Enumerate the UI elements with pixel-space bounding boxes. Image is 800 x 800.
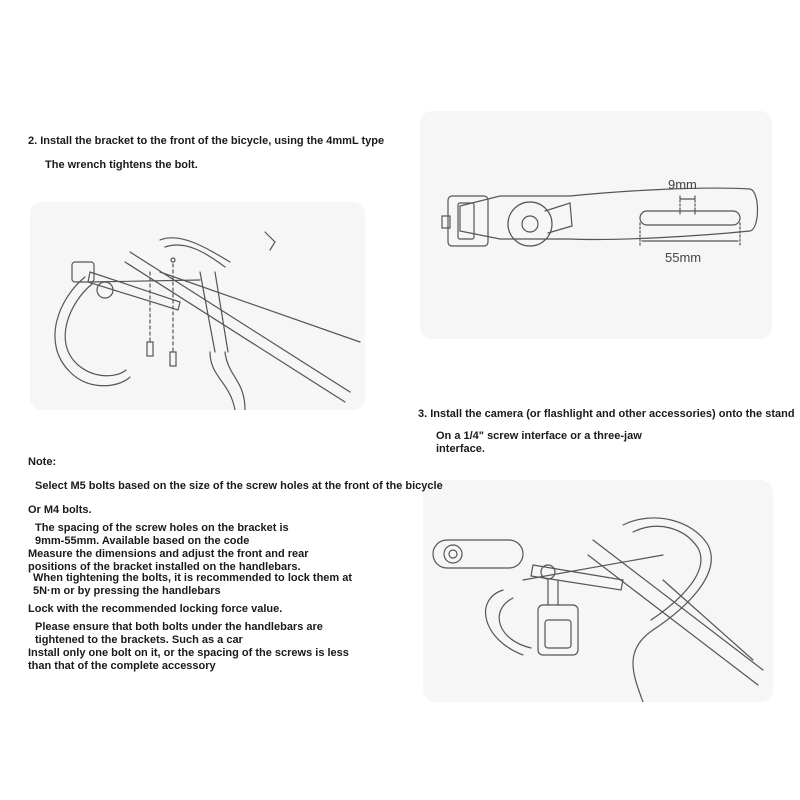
note-line-8: 5N·m or by pressing the handlebars xyxy=(33,585,221,597)
step2-subtitle: The wrench tightens the bolt. xyxy=(45,159,198,171)
dimension-9mm: 9mm xyxy=(668,177,697,192)
note-line-13: than that of the complete accessory xyxy=(28,660,216,672)
note-line-4: 9mm-55mm. Available based on the code xyxy=(35,535,250,547)
note-line-9: Lock with the recommended locking force value. xyxy=(28,603,283,615)
note-line-10: Please ensure that both bolts under the handlebars are xyxy=(35,621,323,633)
step3-line1: On a 1/4" screw interface or a three-jaw xyxy=(436,430,642,442)
note-line-2: Or M4 bolts. xyxy=(28,504,92,516)
step2-title: 2. Install the bracket to the front of the bicycle, using the 4mmL type xyxy=(28,135,385,147)
note-line-5: Measure the dimensions and adjust the front and rear xyxy=(28,548,309,560)
bracket-dimension-illustration xyxy=(420,111,772,339)
bracket-install-illustration xyxy=(30,202,365,410)
note-line-12: Install only one bolt on it, or the spacing of the screws is less xyxy=(28,647,349,659)
dimension-55mm: 55mm xyxy=(665,250,702,265)
note-line-11: tightened to the brackets. Such as a car xyxy=(35,634,243,646)
step3-title: 3. Install the camera (or flashlight and other accessories) onto the stand xyxy=(418,408,795,420)
step3-line2: interface. xyxy=(436,443,485,455)
note-line-7: When tightening the bolts, it is recommended to lock them at xyxy=(33,572,353,584)
note-line-1: Select M5 bolts based on the size of the screw holes at the front of the bicycle xyxy=(35,480,443,492)
note-heading: Note: xyxy=(28,456,57,468)
note-line-3: The spacing of the screw holes on the bracket is xyxy=(35,522,289,534)
camera-mount-illustration xyxy=(423,480,773,702)
note-line-6: positions of the bracket installed on the handlebars. xyxy=(28,561,301,573)
